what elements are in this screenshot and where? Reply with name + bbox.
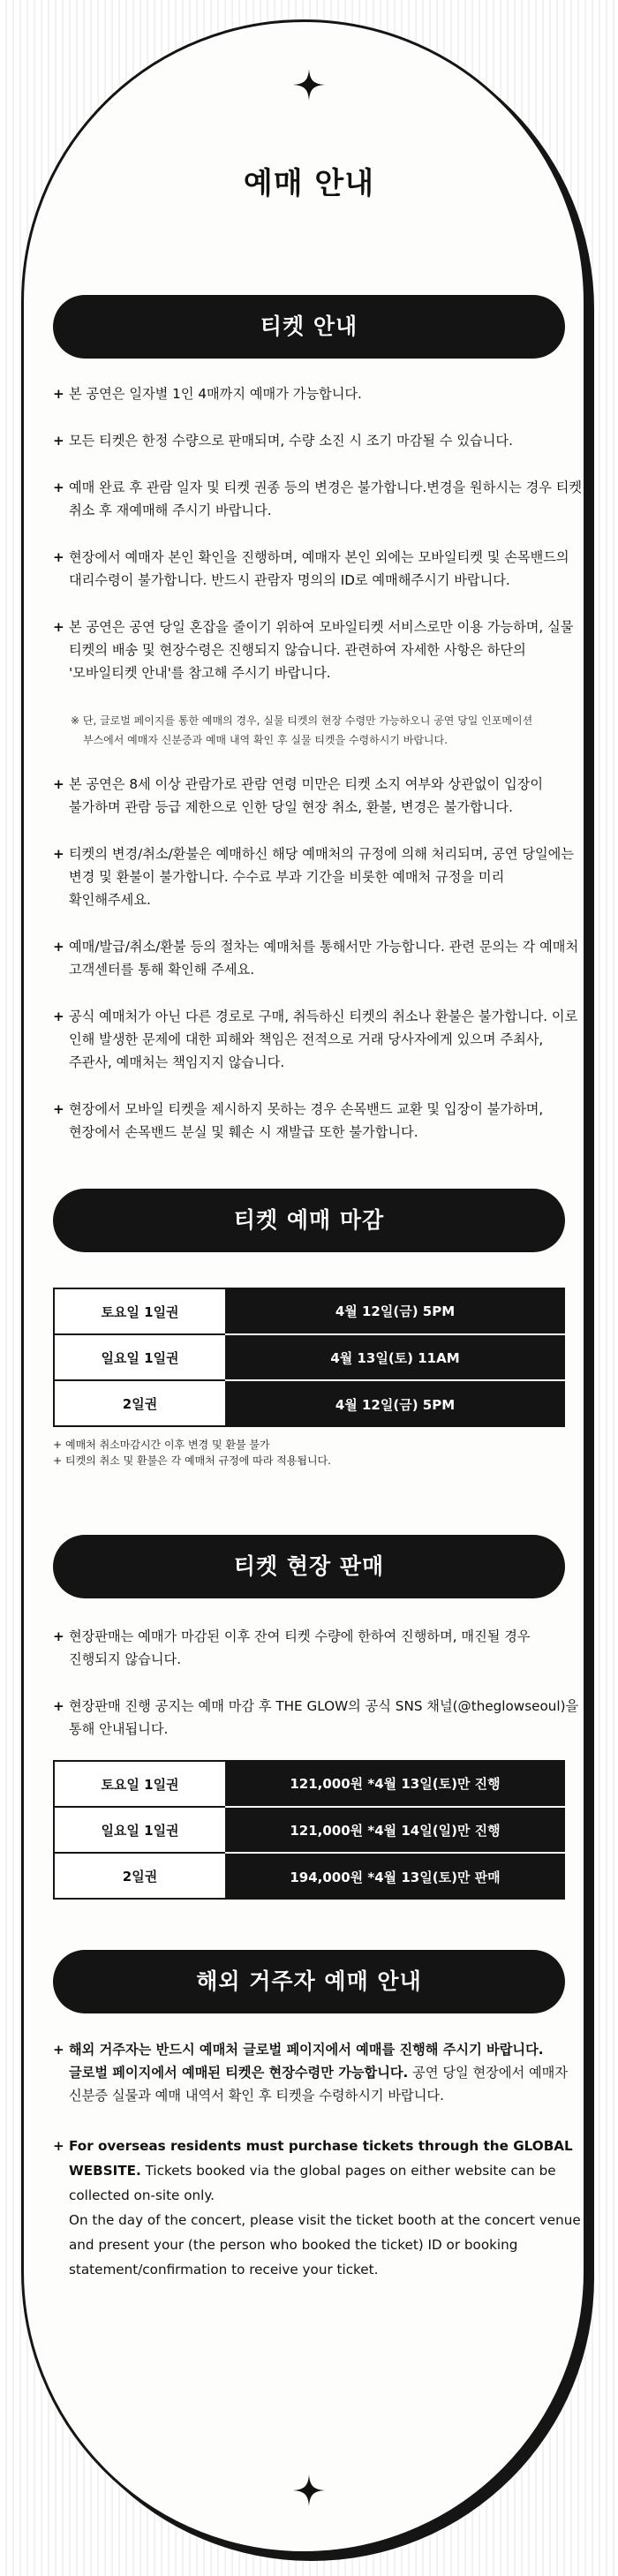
ticket-info-list-1: [53, 382, 583, 708]
section-header-overseas: 해외 거주자 예매 안내: [53, 1950, 565, 2013]
table-cell-value: 4월 12일(금) 5PM: [225, 1381, 565, 1427]
table-row: [53, 1808, 565, 1854]
overseas-en-bold: For overseas residents must purchase tickets through the GLOBAL WEBSITE.: [69, 2138, 573, 2179]
list-item: + 예매/발급/취소/환불 등의 절차는 예매처를 통해서만 가능합니다. 관련 문의는 각 예매처 고객센터를 통해 확인해 주세요.: [53, 939, 579, 978]
table-cell-value: 194,000원 *4월 13일(토)만 판매: [225, 1854, 565, 1900]
overseas-en-normal-2: On the day of the concert, please visit the ticket booth at the concert venue and present your (the person who booked the ticket) ID or booking statement/confirmation to receive your ticket.: [69, 2212, 581, 2278]
list-item: + 본 공연은 일자별 1인 4매까지 예매가 가능합니다.: [53, 386, 362, 402]
sparkle-icon: [293, 2474, 325, 2506]
table-row: [53, 1335, 565, 1381]
table-cell-value: 4월 12일(금) 5PM: [225, 1288, 565, 1335]
table-cell-label: 일요일 1일권: [53, 1808, 225, 1854]
list-item: + 현장에서 모바일 티켓을 제시하지 못하는 경우 손목밴드 교환 및 입장이 불가하며, 현장에서 손목밴드 분실 및 훼손 시 재발급 또한 불가합니다.: [53, 1101, 544, 1140]
overseas-en-normal-1: Tickets booked via the global pages on either website can be collected on-site only.: [69, 2163, 556, 2203]
table-cell-label: 토요일 1일권: [53, 1760, 225, 1808]
table-row: [53, 1854, 565, 1900]
overseas-kr-bold: 해외 거주자는 반드시 예매처 글로벌 페이지에서 예매를 진행해 주시기 바랍니다. 글로벌 페이지에서 예매된 티켓은 현장수령만 가능합니다.: [69, 2042, 544, 2081]
table-row: [53, 1381, 565, 1427]
list-item-korean: + 해외 거주자는 반드시 예매처 글로벌 페이지에서 예매를 진행해 주시기 바랍니다. 글로벌 페이지에서 예매된 티켓은 현장수령만 가능합니다. 공연 당일 현장에서 예매자 신분증 실물과 예매 내역서 확인 후 티켓을 수령하시기 바랍니다.: [53, 2042, 569, 2104]
sparkle-icon: [293, 69, 325, 101]
table-cell-value: 4월 13일(토) 11AM: [225, 1335, 565, 1381]
table-cell-label: 2일권: [53, 1854, 225, 1900]
list-item-english: + For overseas residents must purchase tickets through the GLOBAL WEBSITE. Tickets booked via the global pages on either website can be collected on-site only. On the day of the concert, please visit the ticket booth at the concert venue and present your (the person who booked the ticket) ID or booking statement/confirmation to receive your ticket.: [53, 2138, 581, 2278]
table-cell-value: 121,000원 *4월 14일(일)만 진행: [225, 1808, 565, 1854]
list-item: + 현장판매 진행 공지는 예매 마감 후 THE GLOW의 공식 SNS 채널(@theglowseoul)을 통해 안내됩니다.: [53, 1698, 579, 1737]
list-item: + 현장에서 예매자 본인 확인을 진행하며, 예매자 본인 외에는 모바일티켓 및 손목밴드의 대리수령이 불가합니다. 반드시 관람자 명의의 ID로 예매해주시기 바랍니다.: [53, 549, 569, 588]
section-header-deadline: 티켓 예매 마감: [53, 1189, 565, 1252]
overseas-list: [53, 2038, 583, 2306]
list-item: + 예매 완료 후 관람 일자 및 티켓 권종 등의 변경은 불가합니다.변경을 원하시는 경우 티켓 취소 후 재예매해 주시기 바랍니다.: [53, 480, 583, 518]
deadline-notes: [53, 1437, 565, 1469]
table-cell-label: 2일권: [53, 1381, 225, 1427]
section-header-onsite: 티켓 현장 판매: [53, 1535, 565, 1598]
overseas-kr-normal: 공연 당일 현장에서 예매자 신분증 실물과 예매 내역서 확인 후 티켓을 수령하시기 바랍니다.: [69, 2065, 569, 2104]
list-item: + 티켓의 변경/취소/환불은 예매하신 해당 예매처의 규정에 의해 처리되며, 공연 당일에는 변경 및 환불이 불가합니다. 수수료 부과 기간을 비롯한 예매처 규정을 미리 확인해주세요.: [53, 846, 574, 908]
onsite-table: [53, 1760, 565, 1900]
table-cell-value: 121,000원 *4월 13일(토)만 진행: [225, 1760, 565, 1808]
table-row: [53, 1760, 565, 1808]
page-title: 예매 안내: [243, 166, 375, 201]
list-item: + 본 공연은 8세 이상 관람가로 관람 연령 미만은 티켓 소지 여부와 상관없이 입장이 불가하며 관람 등급 제한으로 인한 당일 현장 취소, 환불, 변경은 불가합니다.: [53, 776, 544, 815]
list-item: + 공식 예매처가 아닌 다른 경로로 구매, 취득하신 티켓의 취소나 환불은 불가합니다. 이로 인해 발생한 문제에 대한 피해와 책임은 전적으로 거래 당사자에게 있으며 주최사, 주관사, 예매처는 책임지지 않습니다.: [53, 1008, 578, 1070]
list-item: + 현장판매는 예매가 마감된 이후 잔여 티켓 수량에 한하여 진행하며, 매진될 경우 진행되지 않습니다.: [53, 1628, 531, 1667]
deadline-table: [53, 1288, 565, 1427]
ticket-info-list-2: [53, 773, 583, 1167]
ticket-info-note: ※ 단, 글로벌 페이지를 통한 예매의 경우, 실물 티켓의 현장 수령만 가능하오니 공연 당일 인포메이션 부스에서 예매자 신분증과 예매 내역 확인 후 실물 티켓을 수령하시기 바랍니다.: [71, 714, 533, 746]
list-item: + 예매처 취소마감시간 이후 변경 및 환불 불가: [53, 1439, 270, 1451]
table-row: [53, 1288, 565, 1335]
table-cell-label: 토요일 1일권: [53, 1288, 225, 1335]
list-item: + 티켓의 취소 및 환불은 각 예매처 규정에 따라 적용됩니다.: [53, 1454, 331, 1467]
list-item: + 모든 티켓은 한정 수량으로 판매되며, 수량 소진 시 조기 마감될 수 있습니다.: [53, 433, 513, 449]
onsite-list: [53, 1625, 583, 1764]
table-cell-label: 일요일 1일권: [53, 1335, 225, 1381]
section-header-ticket-info: 티켓 안내: [53, 295, 565, 359]
list-item: + 본 공연은 공연 당일 혼잡을 줄이기 위하여 모바일티켓 서비스로만 이용 가능하며, 실물 티켓의 배송 및 현장수령은 진행되지 않습니다. 관련하여 자세한 사항은 하단의 '모바일티켓 안내'를 참고해 주시기 바랍니다.: [53, 619, 574, 681]
